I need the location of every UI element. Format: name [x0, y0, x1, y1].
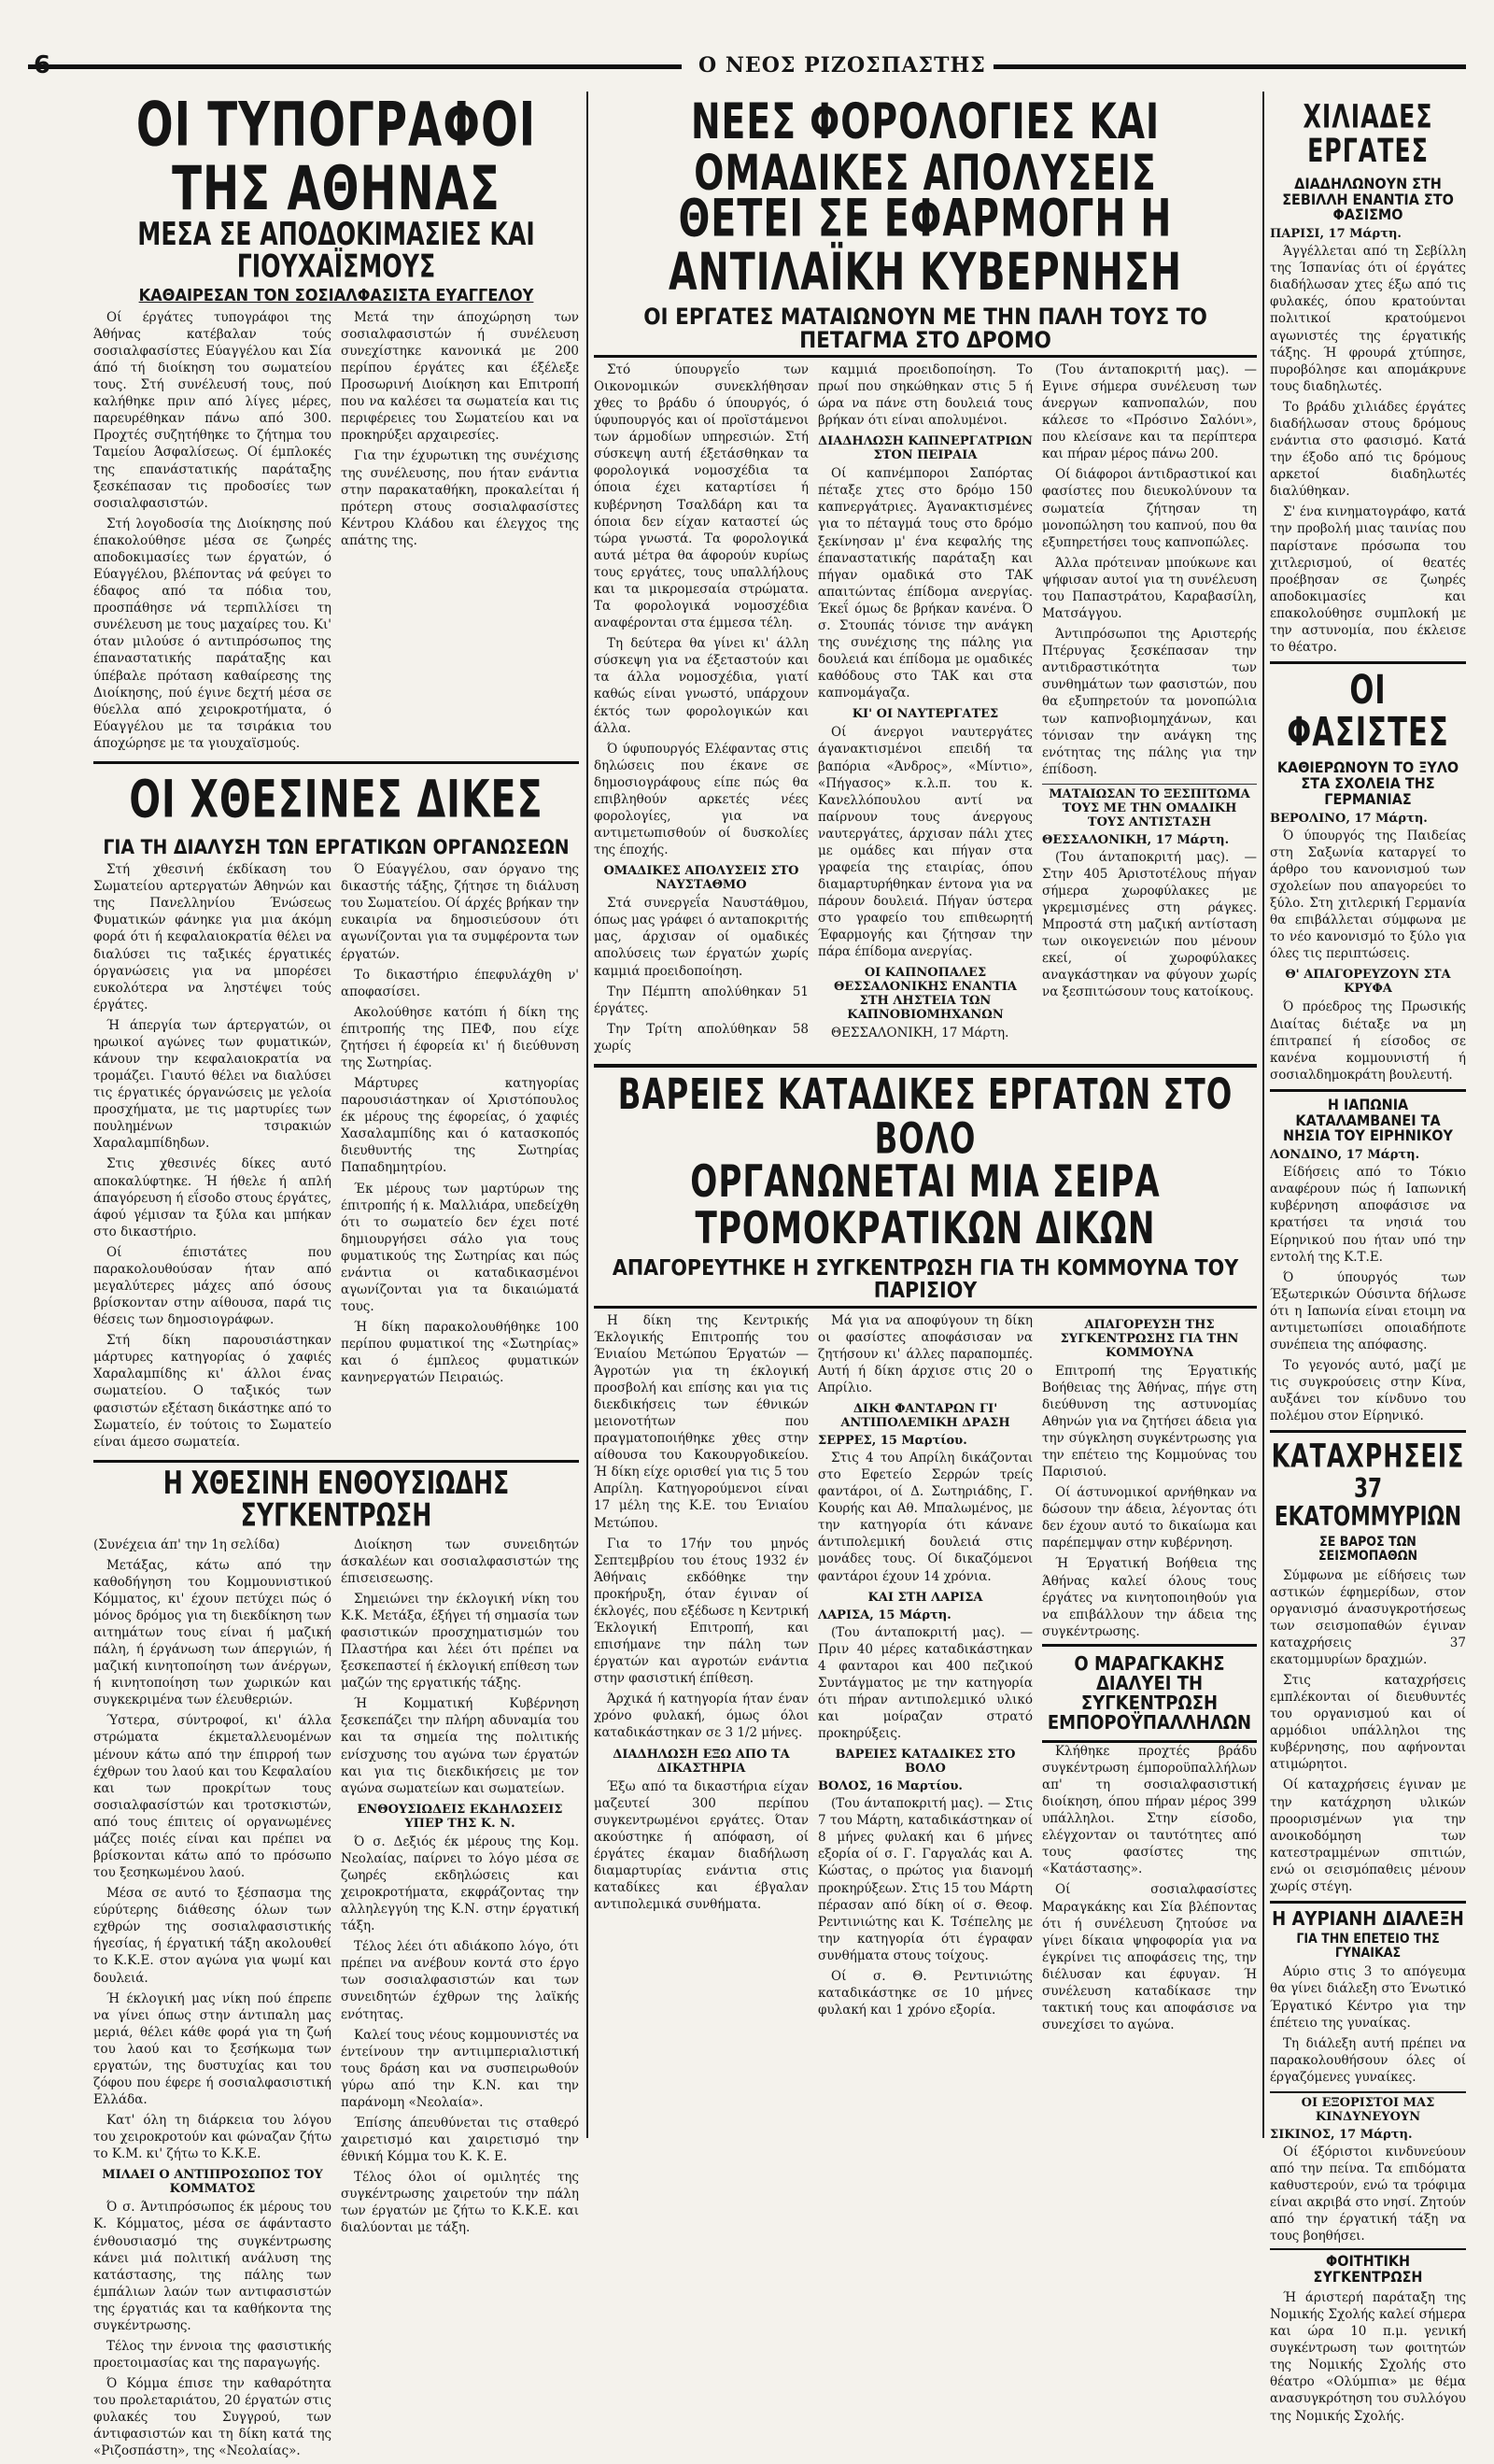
subheading-larisa: ΚΑΙ ΣΤΗ ΛΑΡΙΣΑ	[867, 1590, 983, 1605]
paragraph: Οί έργάτες τυπογράφοι της Άθήνας κατέβαλαν τούς σοσιαλφασίστες Εύαγγέλου και Σία άπό τή διοίκηση του σωματείου τους. Στή συνέλευσή τους, πού καλήθηκε πριν από λίγες μέρες, παρευρέθηκαν πάνω από 300. Προχτές συζητήθηκε το ζήτημα του Ταμείου Άσφαλίσεως. Οί έμπλοκές της επανάστατικής παράταξης ξεσκέπασαν τις προδοσίες των σοσιαλφασιστών.	[93, 309, 331, 511]
section-divider	[93, 761, 579, 764]
paragraph: Σύμφωνα με είδήσεις των αστικών έφημερίδων, στον οργανισμό άνασυγκροτήσεως των σεισμοπαθών έγιναν καταχρήσεις 37 εκατομμυρίων δραχμών.	[1270, 1567, 1466, 1667]
paragraph: (Του άνταποκριτή μας). — Στην 405 Άριστοτέλους πήγαν σήμερα χωροφύλακες με γκρεμισμένες στη ράγκες. Μπροστά στη μαζική αντίσταση των οικογενειών που μένουν εκεί, οί χωροφύλακες αναγκάστηκαν να φύγουν χωρίς να ξεσπιτώσουν τους κατοίκους.	[1042, 849, 1257, 1000]
paragraph: Οί άστυνομικοί αρνήθηκαν να δώσουν την άδεια, λέγοντας ότι δεν έχουν αυτό το δικαίωμα και παρέπεμψαν στην κυβέρνηση.	[1042, 1485, 1257, 1551]
subheadline-workers-thwart: ΟΙ ΕΡΓΑΤΕΣ ΜΑΤΑΙΩΝΟΥΝ ΜΕ ΤΗΝ ΠΑΛΗ ΤΟΥΣ ΤΟ ΠΕΤΑΓΜΑ ΣΤΟ ΔΡΟΜΟ	[594, 305, 1257, 358]
paragraph: Σημειώνει την έκλογική νίκη του Κ.Κ. Μετάξα, έξήγει τή σημασία των φασιστικών προσχηματισμών του Πλαστήρα και λέει ότι πρέπει να ξεσκεπαστεί ή έκλογική επίθεση των μαζών της εργατικής τάξης.	[341, 1591, 579, 1692]
paragraph: Το γεγονός αυτό, μαζί με τις συγκρούσεις στην Κίνα, αυξάνει τον κίνδυνο του πολέμου στον Είρηνικό.	[1270, 1358, 1466, 1424]
paragraph: Επιτροπή της Έργατικής Βοήθειας της Άθήνας, πήγε στη διεύθυνση της αστυνομίας Αθηνών για να ζητήσει άδεια για την σύγκληση συγκέντρωσης για την επέτειο της Κομμούνας του Παρισιού.	[1042, 1363, 1257, 1480]
section-divider	[594, 1064, 1257, 1068]
subheading-party-representative: ΜΙΛΑΕΙ Ο ΑΝΤΙΠΡΟΣΩΠΟΣ ΤΟΥ ΚΟΜΜΑΤΟΣ	[102, 2168, 323, 2197]
subheading-soldiers-trial: ΔΙΚΗ ΦΑΝΤΑΡΩΝ ΓΙ' ΑΝΤΙΠΟΛΕΜΙΚΗ ΔΡΑΣΗ	[840, 1401, 1010, 1430]
paragraph: Ό ύπουργός της Παιδείας στη Σαξωνία καταργεί το άρθρο του κανονισμού των σχολείων που απαγορεύει το ξύλο. Στη χιτλερική Γερμανία θα επιβάλλεται σύμφωνα με το νέο κανονισμό το ξύλο για όλες τις περιπτώσεις.	[1270, 828, 1466, 962]
subheadline-seville: ΔΙΑΔΗΛΩΝΟΥΝ ΣΤΗ ΣΕΒΙΛΛΗ ΕΝΑΝΤΙΑ ΣΤΟ ΦΑΣΙΣΜΟ	[1282, 174, 1454, 224]
paragraph: Ή δίκη παρακολουθήθηκε 100 περίπου φυματικοί της «Σωτηρίας» και ό έμπλεος φυματικών κανηνεργατών Πειραιώς.	[341, 1320, 579, 1386]
paragraph: Ό ύφυπουργός Ελέφαντας στις δηλώσεις που έκανε σε δημοσιογράφους είπε πώς θα επιβληθούν αρκετές νέες φορολογίες, για να αντιμετωπισθούν οί δυσκολίες της έποχής.	[594, 741, 809, 858]
paragraph: Για το 17ήν του μηνός Σεπτεμβρίου του έτους 1932 έν Άθήναις εκδόθηκε την προκήρυξη, όταν έγιναν οί έκλογές, που εξέδωσε η Κεντρική Έκλογική Επιτροπή, και επισήμανε την πάλη των έργατών και αγροτών ενάντια στην φασιστική έπίθεση.	[594, 1536, 809, 1687]
paragraph: Μέσα σε αυτό το ξέσπασμα της εύρύτερης διάθεσης όλων των εχθρών της σοσιαλφασιστικής ήγεσίας, ή έργατική τάξη ακολουθεί το Κ.Κ.Ε. στον αγώνα για ψωμί και δουλειά.	[93, 1886, 331, 1986]
paragraph: Έπίσης άπευθύνεται τις σταθερό χαιρετισμό και χαιρετισμό την έθνική Κόμμα του Κ. Κ. Ε.	[341, 2115, 579, 2165]
dateline: ΒΕΡΟΛΙΝΟ, 17 Μάρτη.	[1270, 811, 1428, 826]
paragraph: Οί καπνέμποροι Σαπόρτας πέταξε χτες στο δρόμο 150 καπνεργάτριες. Άγανακτισμένες για το πέταγμά τους στο δρόμο ξεκίνησαν μ' ένα κεφαλής της έπαναστατικής παράταξη και πήγαν ομαδικά στο ΤΑΚ απαιτώντας έπίδομα ανεργίας. Έκεΐ όμως δε βρήκαν κανένα. Ό σ. Στουπάς τόνισε την ανάγκη της συνέχισης της πάλης για δουλειά και έπίδομα με ομαδικές καθόδους στο ΤΑΚ και στα καπνομάγαζα.	[818, 466, 1033, 701]
paragraph: Στή λογοδοσία της Διοίκησης πού έπακολούθησε μέσα σε ζωηρές αποδοκιμασίες των έργατών, ό Εύαγγέλου, βλέποντας νά φεύγει το έδαφος από τα πόδια του, προσπάθησε νά τερπιλλίσει τη συνέλευση με τους μαχαίρες του. Κι' όταν μιλούσε ό αντιπρόσωπος της έπαναστατικής παράταξης και ύπέβαλε πρόταση καθαίρεσης της Διοίκησης, πού έγινε δεχτή μέσα σε θύελλα από χειροκροτήματα, ό Εύαγγέλου με τα τσιράκια του άποχώρησε με τα γιουχαϊσμούς.	[93, 516, 331, 751]
headline-antipopular-govt: ΘΕΤΕΙ ΣΕ ΕΦΑΡΜΟΓΗ Η ΑΝΤΙΛΑΪΚΗ ΚΥΒΕΡΝΗΣΗ	[668, 189, 1183, 304]
paragraph: Στά συνεργεΐα Ναυστάθμου, όπως μας γράφει ό ανταποκριτής μας, άρχισαν οί ομαδικές απολύσεις των έργατών χωρίς καμμιά προειδοποίηση.	[594, 896, 809, 979]
paragraph: Ή έκλογική μας νίκη πού έπρεπε να γίνει όπως στην άντιπαλη μας μεριά, θέλει κάθε φορά για τη ζωή του λαού και το ξεσήκωμα των εργατών, της δυστυχίας και του ζόφου που έφερε ή σοσιαλφασιστική Ελλάδα.	[93, 1990, 331, 2108]
subheading-eviction-thwarted: ΜΑΤΑΙΩΣΑΝ ΤΟ ΞΕΣΠΙΤΩΜΑ ΤΟΥΣ ΜΕ ΤΗΝ ΟΜΑΔΙΚΗ ΤΟΥΣ ΑΝΤΙΣΤΑΣΗ	[1042, 784, 1257, 829]
paragraph: Στις χθεσινές δίκες αυτό αποκαλύφτηκε. Ή ήθελε ή απλή άπαγόρευση ή εΐσοδο στους έργάτες, άφού γέμισαν τα ξύλα και μπήκαν στο δικαστήριο.	[93, 1156, 331, 1239]
paragraph: Αύριο στις 3 το απόγευμα θα γίνει διάλεξη στο Ένωτικό Έργατικό Κέντρο για την έπέτειο της γυναίκας.	[1270, 1964, 1466, 2031]
dateline: ΘΕΣΣΑΛΟΝΙΚΗ, 17 Μάρτη.	[831, 1026, 1009, 1041]
subheading-tobacco-thessaloniki: ΟΙ ΚΑΠΝΟΠΑΛΕΣ ΘΕΣΣΑΛΟΝΙΚΗΣ ΕΝΑΝΤΙΑ ΣΤΗ ΛΗΣΤΕΙΑ ΤΩΝ ΚΑΠΝΟΒΙΟΜΗΧΑΝΩΝ	[834, 966, 1017, 1023]
paragraph: καμμιά προειδοποίηση. Το πρωί που σηκώθηκαν στις 5 ή ώρα να πάνε στη δουλειά τους βρήκαν ότι είναι απολυμένοι.	[818, 361, 1033, 429]
article-column-center	[594, 92, 1257, 2138]
headline-thousands-workers: ΧΙΛΙΑΔΕΣ ΕΡΓΑΤΕΣ	[1303, 97, 1433, 171]
article-rally-body	[93, 1536, 579, 2464]
article-column-left	[93, 90, 579, 2459]
subheadline-disapproval: ΜΕΣΑ ΣΕ ΑΠΟΔΟΚΙΜΑΣΙΕΣ ΚΑΙ ΓΙΟΥΧΑΪΣΜΟΥΣ	[137, 215, 535, 286]
section-divider	[1270, 1089, 1466, 1092]
paragraph: Τέλος όλοι οί ομιλητές της συγκέντρωσης χαιρετούν την πάλη των έργατών με ζήτω το Κ.Κ.Ε. και διαλύονται με τάξη.	[341, 2170, 579, 2236]
masthead-rule-right	[934, 64, 1466, 69]
continuation-note: (Συνέχεια άπ' την 1η σελίδα)	[93, 1536, 280, 1552]
subheadline-removed: ΚΑΘΑΙΡΕΣΑΝ ΤΟΝ ΣΟΣΙΑΛΦΑΣΙΣΤΑ ΕΥΑΓΓΕΛΟΥ	[138, 285, 534, 305]
headline-rally: Η ΧΘΕΣΙΝΗ ΕΝΘΟΥΣΙΩΔΗΣ ΣΥΓΚΕΝΤΡΩΣΗ	[162, 1464, 510, 1535]
paragraph: (Του άνταποκριτή μας). — Εγινε σήμερα συνέλευση των άνεργων καπνοπαλών, που κάλεσε το «Πρόσινο Σαλόνι», που κλείσανε και τα περίπτερα και πήραν μέρος πάνω 200.	[1042, 361, 1257, 462]
paragraph: Οί σ. Θ. Ρεντινιώτης καταδικάστηκε σε 10 μήνες φυλακή και 1 χρόνο εξορία.	[818, 1968, 1033, 2018]
headline-student-rally: ΦΟΙΤΗΤΙΚΗ ΣΥΓΚΕΝΤΡΩΣΗ	[1270, 2248, 1466, 2286]
section-divider	[93, 1460, 579, 1463]
paragraph: Ό ύπουργός των Έξωτερικών Ούσιντα δήλωσε ότι η Ιαπωνία είναι ετοιμη να αντιμετωπίσει οποιαδήποτε συνέπεια της απόφασης.	[1270, 1269, 1466, 1352]
paragraph: Άλλα πρότειναν μπούκωνε και ψήφισαν αυτοί για τη συνέλευση του Παπαστράτου, Καραβασίλη, Ματσάγγου.	[1042, 555, 1257, 622]
paragraph: Το δικαστήριο έπεφυλάχθη ν' αποφασίσει.	[341, 967, 579, 999]
subheading-commune-rally-ban: ΑΠΑΓΟΡΕΥΣΗ ΤΗΣ ΣΥΓΚΕΝΤΡΩΣΗΣ ΓΙΑ ΤΗΝ ΚΟΜΜΟΥΝΑ	[1060, 1317, 1239, 1360]
paragraph: Ή Κομματική Κυβέρνηση ξεσκεπάζει την πλήρη αδυναμία του και τα σημεία της πολιτικής ενίσχυσης του αγώνα των έργατών και για τις διεκδικήσεις με τον αγώνα σωματείων και σωματείων.	[341, 1696, 579, 1796]
paragraph: Οί έξόριστοι κινδυνεύουν από την πείνα. Τα επιδόματα καθυστερούν, ενώ τα τρόφιμα είναι ακριβά στο νησί. Ζητούν από την έργατική τάξη να τους βοηθήσει.	[1270, 2144, 1466, 2245]
article-trials-center-body	[594, 1312, 1257, 2038]
column-rule-1	[586, 92, 588, 2138]
subheadline-dissolution: ΓΙΑ ΤΗ ΔΙΑΛΥΣΗ ΤΩΝ ΕΡΓΑΤΙΚΩΝ ΟΡΓΑΝΩΣΕΩΝ	[103, 836, 570, 859]
headline-marangakis: Ο ΜΑΡΑΓΚΑΚΗΣ ΔΙΑΛΥΕΙ ΤΗ ΣΥΓΚΕΝΤΡΩΣΗ ΕΜΠΟΡΟΫΠΑΛΛΗΛΩΝ	[1047, 1651, 1252, 1734]
article-trials-body	[93, 861, 579, 1454]
column-rule-2	[1262, 92, 1264, 2138]
paragraph: Για την έχυρωτικη της συνέχισης της συνέλευσης, που ήταν ενάντια στην παρακαταθήκη, προκαλείται ή πρότερη στους σοσιαλφασίστες Κέντρου Κλάδου και έλεγχος της απάτης της.	[341, 448, 579, 548]
dateline: ΒΟΛΟΣ, 16 Μαρτίου.	[818, 1779, 963, 1794]
paragraph: Μετά την άποχώρηση των σοσιαλφασιστών ή συνέλευση συνεχίστηκε κανονικά με 200 περίπου έργάτες και έξέλεξε Προσωρινή Διοίκηση και Επιτροπή που να καλέσει τα σωματεία και τις περιφέρειες του Σωματείου και να προκηρύξει αρχαιρεσίες.	[341, 309, 579, 444]
article-typographers-body	[93, 309, 579, 756]
paragraph: Την Πέμπτη απολύθηκαν 51 έργάτες.	[594, 984, 809, 1016]
subheadline-commune-ban: ΑΠΑΓΟΡΕΥΤΗΚΕ Η ΣΥΓΚΕΝΤΡΩΣΗ ΓΙΑ ΤΗ ΚΟΜΜΟΥΝΑ ΤΟΥ ΠΑΡΙΣΙΟΥ	[594, 1257, 1257, 1308]
paragraph: Έξω από τα δικαστήρια είχαν μαζευτεί 300 περίπου συγκεντρωμένοι εργάτες. Όταν ακούστηκε ή απόφαση, οί έργάτες έκαμαν διαδήλωση διαμαρτυρίας ενάντια στις καταδίκες και έβγαλαν αντιπολεμικά συνθήματα.	[594, 1778, 809, 1913]
subheading-kn-demonstrations: ΕΝΘΟΥΣΙΩΔΕΙΣ ΕΚΔΗΛΩΣΕΙΣ ΥΠΕΡ ΤΗΣ Κ. Ν.	[357, 1802, 563, 1831]
paragraph: Οί σοσιαλφασίστες Μαραγκάκης και Σία βλέποντας ότι ή συνέλευση ζητούσε να γίνει δίκαια ψηφοφορία για να έγκρίνει τις αποφάσεις της, την διέλυσαν και έφυγαν. Ή συνέλευση καταδίκασε την τακτική τους και αποφάσισε να συνεχίσει το αγώνα.	[1042, 1882, 1257, 2033]
section-divider	[1270, 1901, 1466, 1904]
paragraph: Στις 4 του Απρίλη δικάζονται στο Εφετείο Σερρών τρείς φαντάροι, οί Δ. Σωτηριάδης, Γ. Κουρής και Αθ. Μπαλωμένος, με την κατηγορία ότι κάνανε άντιπολεμική δουλειά στις μονάδες τους. Οί δικαζόμενοι φαντάροι έχουν 14 χρόνια.	[818, 1450, 1033, 1584]
masthead	[0, 51, 1494, 83]
paragraph: Ή άπεργία των άρτεργατών, οι ηρωικοί αγώνες των φυματικών, κάνουν την κεφαλαιοκρατία να τρομάζει. Γιαυτό θέλει να διαλύσει τις έργατικές όργανώσεις με γελοία προσχήματα, με τις μαρτυρίες των πουλημένων τσιρακιών Χαραλαμπίδηδων.	[93, 1017, 331, 1152]
paragraph: Στή χθεσινή έκδίκαση του Σωματείου αρτεργατών Άθηνών και της Πανελληνίου Ένώσεως Φυματικών φάνηκε για μια άκόμη φορά ότι ή κεφαλαιοκρατία θέλει να διαλύσει τις ταξικές έργατικές όργανώσεις για να μπορέσει ευκολότερα να ληστέψει τούς έργάτες.	[93, 862, 331, 1013]
paragraph: Οί καταχρήσεις έγιναν με την κατάχρηση υλικών προορισμένων για την ανοικοδόμηση των κατεστραμμένων σπιτιών, ενώ οι σεισμόπαθεις μένουν χωρίς στέγη.	[1270, 1777, 1466, 1894]
headline-37-million: 37 ΕΚΑΤΟΜΜΥΡΙΩΝ	[1274, 1472, 1462, 1533]
paragraph: Μάρτυρες κατηγορίας παρουσιάστηκαν οί Χριστόπουλος έκ μέρους της έφορείας, ό χαφιές Χασαλαμπίδης και ό κατασκοπός διευθυντής της Σωτηρίας Παπαδημητρίου.	[341, 1076, 579, 1176]
paragraph: Διοίκηση των συνειδητών άσκαλέων και σοσιαλφασιστών της έπισεισεωσης.	[341, 1536, 579, 1586]
masthead-rule-left	[28, 64, 682, 69]
paragraph: (Του άνταποκριτή μας). — Στις 7 του Μάρτη, καταδικάστηκαν οί 8 μήνες φυλακή και 6 μήνες εξορία οί σ. Γ. Γαργαλάς και Α. Κώστας, ο πρώτος για διανομή προκηρύξεων. Στις 15 του Μάρτη πέρασαν από δίκη οί σ. Θεοφ. Ρεντινιώτης και Κ. Τσέπελης με την κατηγορία ότι έγραφαν συνθήματα στους τοίχους.	[818, 1796, 1033, 1963]
subheadline-schools-germany: ΚΑΘΙΕΡΩΝΟΥΝ ΤΟ ΞΥΛΟ ΣΤΑ ΣΧΟΛΕΙΑ ΤΗΣ ΓΕΡΜΑΝΙΑΣ	[1276, 758, 1459, 809]
headline-yesterday-trials: ΟΙ ΧΘΕΣΙΝΕΣ ΔΙΚΕΣ	[129, 770, 543, 830]
article-column-right	[1270, 92, 1466, 2424]
subheadline-womens-anniversary: ΓΙΑ ΤΗΝ ΕΠΕΤΕΙΟ ΤΗΣ ΓΥΝΑΙΚΑΣ	[1296, 1932, 1440, 1961]
headline-japan-islands: Η ΙΑΠΩΝΙΑ ΚΑΤΑΛΑΜΒΑΝΕΙ ΤΑ ΝΗΣΙΑ ΤΟΥ ΕΙΡΗΝΙΚΟΥ	[1283, 1095, 1453, 1145]
headline-terror-trials: ΟΡΓΑΝΩΝΕΤΑΙ ΜΙΑ ΣΕΙΡΑ ΤΡΟΜΟΚΡΑΤΙΚΩΝ ΔΙΚΩΝ	[690, 1154, 1161, 1253]
paragraph: Κλήθηκε προχτές βράδυ συγκέντρωση έμποροϋπαλλήλων απ' τη σοσιαλφασιστική διοίκηση, όπου πήραν μέρος 399 υπάλληλοι. Στην είσοδο, ελέγχονταν οι ταυτότητες από τους φασίστες της «Κατάστασης».	[1042, 1743, 1257, 1877]
paragraph: Μά για να αποφύγουν τη δίκη οι φασίστες αποφάσισαν να ζητήσουν κι' άλλες παραπομπές. Αυτή ή δίκη άρχισε στις 20 ο Απρίλιο.	[818, 1312, 1033, 1395]
paragraph: Στό ύπουργεΐο των Οικονομικών συνεκλήθησαν χθες το βράδυ ό ύπουργός, ό ύφυπουργός και οί προϊστάμενοι των άρμοδίων υπηρεσιών. Στή σύσκεψη αυτή έξετάσθηκαν τα φορολογικά νομοσχέδια τα όποια έχει καταρτίσει ή κυβέρνηση Τσαλδάρη και τα όποια δεν είχαν καταστεί ώς τώρα γνωστά. Τα φορολογικά αυτά μέτρα θα άφορούν κυρίως τους εργάτες, τους υπαλλήλους και τα μικρομεσαία στρώματα. Τα φορολογικά νομοσχέδια αναφέρονται στα έμμεσα τέλη.	[594, 361, 809, 631]
subheading-volos-convictions: ΒΑΡΕΙΕΣ ΚΑΤΑΔΙΚΕΣ ΣΤΟ ΒΟΛΟ	[835, 1748, 1016, 1777]
headline-fascists: ΟΙ ΦΑΣΙΣΤΕΣ	[1287, 667, 1449, 756]
paragraph: Η δίκη της Κεντρικής Έκλογικής Επιτροπής του Ένιαίου Μετώπου Έργατών — Άγροτών για τη έκλογική προσβολή και επίσης και για τις διεκδικήσεις των έθνικών μειονοτήτων που πραγματοποιήθηκε χθες στην αίθουσα του Κακουργοδικείου. Ή δίκη είχε ορισθεί για τις 5 του Απρίλη. Κατηγορούμενοι είναι 17 μέλη της Κ.Ε. του Ένιαίου Μετώπου.	[594, 1312, 809, 1531]
paragraph: Τη διάλεξη αυτή πρέπει να παρακολουθήσουν όλες οί έργαζόμενες γυναίκες.	[1270, 2035, 1466, 2085]
paragraph: Το βράδυ χιλιάδες έργάτες διαδήλωσαν στους δρόμους ενάντια στο φασισμό. Κατά την έξοδο από τις δρόμους αρκετοί διαδηλωτές διαλύθηκαν.	[1270, 399, 1466, 500]
paragraph: Έκ μέρους των μαρτύρων της έπιτροπής ή κ. Μαλλιάρα, υπεδείχθη ότι το σωματείο δεν έχει ποτέ δημιουργήσει σάλο για τους φυματικούς της Σωτηρίας και πώς ενάντια οι καταδικασμένοι αγωνίζονται για τα δικαιώματά τους.	[341, 1181, 579, 1315]
paragraph: Τέλος λέει ότι αδιάκοπο λόγο, ότι πρέπει να ανέβουν κοντά στο έργο των σοσιαλφασιστών και των συνειδητών έχθρων της λαϊκής ενότητας.	[341, 1939, 579, 2022]
paragraph: Κατ' όλη τη διάρκεια του λόγου του χειροκροτούν και φώναζαν ζήτω το Κ.Μ. κι' ζήτω το Κ.Κ.Ε.	[93, 2113, 331, 2162]
subheading-exiles-danger: ΟΙ ΕΞΟΡΙΣΤΟΙ ΜΑΣ ΚΙΝΔΥΝΕΥΟΥΝ	[1270, 2091, 1466, 2124]
dateline: ΛΟΝΔΙΝΟ, 17 Μάρτη.	[1270, 1148, 1420, 1163]
subheadline-earthquake-victims: ΣΕ ΒΑΡΟΣ ΤΩΝ ΣΕΙΣΜΟΠΑΘΩΝ	[1318, 1535, 1417, 1564]
paragraph: Οί άνεργοι ναυτεργάτες άγανακτισμένοι επειδή τα βαπόρια «Άνδρος», «Μίντιο», «Πήγασος» κ.λ.π. του κ. Κανελλόπουλου αντί να παίρνουν τους άνεργους ναυτεργάτες, άρχισαν πάλι χτες με ομάδες και πήγαν στα γραφεία της εταιρίας, όπου διαμαρτυρήθηκαν έντονα για να πάρουν δουλειά. Πήγαν ύστερα στο γραφείο του επιθεωρητή Έφαρμογής και ζήτησαν την πάρα έπίδομα ανεργίας.	[818, 725, 1033, 960]
subheading-ban-secretly: Θ' ΑΠΑΓΟΡΕΥΖΟΥΝ ΣΤΑ ΚΡΥΦΑ	[1285, 968, 1451, 997]
page-number: 6	[34, 51, 51, 79]
paragraph: Ό σ. Άντιπρόσωπος έκ μέρους του Κ. Κόμματος, μέσα σε άφάνταστο ένθουσιασμό της συγκέντρωσης κάνει μιά πολιτική ανάλυση της κατάστασης, της πάλης των έμπάλιων λαών των αντιφασιστών της έργατιάς και τα καθήκοντα της συγκέντρωσης.	[93, 2200, 331, 2333]
paragraph: Ακολούθησε κατόπι ή δίκη της έπιτροπής της ΠΕΦ, που είχε ζητήσει ή έφορεία κι' ή διεύθυνση της Σωτηρίας.	[341, 1004, 579, 1070]
paragraph: Σ' ένα κινηματογράφο, κατά την προβολή μιας ταινίας που παρίστανε πρόσωπα του χιτλερισμού, οί θεατές προέβησαν σε ζωηρές αποδοκιμασίες και επακολούθησε συμπλοκή με την αστυνομία, που έκλεισε το θέατρο.	[1270, 504, 1466, 655]
headline-typographers: ΟΙ ΤΥΠΟΓΡΑΦΟΙ ΤΗΣ ΑΘΗΝΑΣ	[135, 90, 537, 224]
section-divider	[1270, 661, 1466, 664]
headline-lecture: Η ΑΥΡΙΑΝΗ ΔΙΑΛΕΞΗ	[1272, 1907, 1464, 1931]
boxed-headline-marangakis	[1042, 1644, 1257, 1743]
headline-volos-convictions: ΒΑΡΕΙΕΣ ΚΑΤΑΔΙΚΕΣ ΕΡΓΑΤΩΝ ΣΤΟ ΒΟΛΟ	[617, 1070, 1233, 1164]
paragraph: Μετάξας, κάτω από την καθοδήγηση του Κομμουνιστικού Κόμματος, κι' έχουν πετύχει πώς ό μόνος δρόμος για τη διεκδίκηση των αιτημάτων τους είναι ή μαζική πάλη, ή έργάνωση των άπεργιών, ή μαζική κινητοποίηση των άνέργων, ή κινητοποίηση των χωρικών και συγκεκριμένα των έλευθεριών.	[93, 1557, 331, 1708]
dateline: ΘΕΣΣΑΛΟΝΙΚΗ, 17 Μάρτη.	[1042, 832, 1230, 847]
paragraph: Τη δεύτερα θα γίνει κι' άλλη σύσκεψη για να έξεταστούν και τα άλλα νομοσχέδια, γιατί καθώς είναι γνωστό, υπάρχουν έκτός των φορολογικών και άλλα.	[594, 636, 809, 736]
paragraph: Άντιπρόσωποι της Αριστερής Πτέρυγας ξεσκέπασαν την αντιδραστικότητα των συνθημάτων των φασιστών, που θα εξυπηρετούν τα μονοπώλια των καπνοβιομηχάνων, και τόνισαν την ανάγκη της ενότητας της πάλης για την έπίδοση.	[1042, 627, 1257, 777]
dateline: ΠΑΡΙΣΙ, 17 Μάρτη.	[1270, 227, 1402, 242]
paragraph: Οί διάφοροι άντιδραστικοί και φασίστες που διευκολύνουν τα σωματεία ζήτησαν τη μονοπώληση του καπνού, που θα εξυπηρετήσει τους καπνοπώλες.	[1042, 467, 1257, 550]
paragraph: Άρχικά ή κατηγορία ήταν έναν χρόνο φυλακή, όμως όλοι καταδικάστηκαν σε 3 1/2 μήνες.	[594, 1692, 809, 1741]
section-divider	[1270, 1430, 1466, 1433]
paragraph: Ό Εύαγγέλου, σαν όργανο της δικαστής τάξης, ζήτησε τη διάλυση του Σωματείου. Οί άρχές βρήκαν την ευκαιρία να δημοσιεύσουν ότι αγωνίζονται για τα συμφέροντα των έργατών.	[341, 862, 579, 962]
paragraph: Ό Κόμμα έπισε την καθαρότητα του προλεταριάτου, 20 έργατών στις φυλακές του Συγγρού, των άντιφασιστών και τη δίκη κατά της «Ριζοσπάστη», της «Νεολαίας».	[93, 2376, 331, 2459]
paragraph: Τέλος την έννοια της φασιστικής προετοιμασίας και της παραγωγής.	[93, 2339, 331, 2372]
paragraph: Είδήσεις από το Τόκιο αναφέρουν πώς ή Ιαπωνική κυβέρνηση αποφάσισε να κρατήσει τα νησιά του Είρηνικού που ήταν υπό την εντολή της Κ.Τ.Ε.	[1270, 1165, 1466, 1265]
headline-new-taxes: ΝΕΕΣ ΦΟΡΟΛΟΓΙΕΣ ΚΑΙ ΟΜΑΔΙΚΕΣ ΑΠΟΛΥΣΕΙΣ	[690, 92, 1161, 202]
dateline: ΛΑΡΙΣΑ, 15 Μάρτη.	[818, 1607, 951, 1622]
paragraph: Στις καταχρήσεις εμπλέκονται οί διευθυντές του οργανισμού και οί αρμόδιοι υπάλληλοι της κυβέρνησης, που αφήνονται ατιμώρητοι.	[1270, 1673, 1466, 1773]
paragraph: Καλεί τους νέους κομμουνιστές να έντείνουν την αντιιμπεριαλιστική τους δράση και να συσπειρωθούν γύρω από την Κ.Ν. και την παράνομη «Νεολαία».	[341, 2027, 579, 2110]
subheading-seamen: ΚΙ' ΟΙ ΝΑΥΤΕΡΓΑΤΕΣ	[852, 707, 999, 722]
dateline: ΣΕΡΡΕΣ, 15 Μαρτίου.	[818, 1433, 967, 1448]
paragraph: Ό πρόεδρος της Πρωσικής Διαίτας διέταξε να μη έπιτραπεί ή είσοδος σε κανένα κομμουνιστή ή σοσιαλδημοκράτη βουλευτή.	[1270, 999, 1466, 1083]
paragraph: Στή δίκη παρουσιάστηκαν μάρτυρες κατηγορίας ό χαφιές Χαραλαμπίδης κι' άλλοι ένας σωματείου. Ο ταξικός των φασιστών εξέταση δικάστηκε από το Σωματείο, έν τούτοις το Σωματείο είναι άμεσο σωματεία.	[93, 1333, 331, 1450]
paragraph: (Του άνταποκριτή μας). — Πριν 40 μέρες καταδικάστηκαν 4 φανταροι και 400 πεζικού Συντάγματος με την κατηγορία ότι πήραν αντιπολεμικό υλικό και μοίραζαν στρατό προκηρύξεις.	[818, 1624, 1033, 1742]
paragraph: Ό σ. Δεξιός έκ μέρους της Κομ. Νεολαίας, παίρνει το λόγο μέσα σε ζωηρές εκδηλώσεις και χειροκροτήματα, εκφράζοντας την αλληλεγγύη της Κ.Ν. στην έργατική τάξη.	[341, 1834, 579, 1934]
subheading-demo-outside-court: ΔΙΑΔΗΛΩΣΗ ΕΞΩ ΑΠΟ ΤΑ ΔΙΚΑΣΤΗΡΙΑ	[613, 1747, 790, 1776]
paragraph: Ή Έργατική Βοήθεια της Άθήνας καλεί όλους τους έργάτες να κινητοποιηθούν για να επιβάλλουν την άδεια της συγκέντρωσης.	[1042, 1556, 1257, 1639]
paragraph: Οί έπιστάτες που παρακολουθούσαν ήταν από μεγαλύτερες μάχες από όσους βρίσκονταν στην αίθουσα, παρά τις θέσεις των δημοσιογράφων.	[93, 1244, 331, 1328]
newspaper-name: Ο ΝΕΟΣ ΡΙΖΟΣΠΑΣΤΗΣ	[691, 53, 994, 78]
paragraph: Άγγέλλεται από τη Σεβίλλη της Ίσπανίας ότι οί έργάτες διαδήλωσαν χτες έξω από τις φυλακές, όπου κρατούνται πολιτικοί κρατούμενοι αγωνιστές της έργατικής τάξης. Ή φρουρά χτύπησε, πυροβόλησε και απομάκρυνε τους διαδηλωτές.	[1270, 244, 1466, 394]
subheading-tobacco-workers-demo: ΔΙΑΔΗΛΩΣΗ ΚΑΠΝΕΡΓΑΤΡΙΩΝ ΣΤΟΝ ΠΕΙΡΑΙΑ	[818, 434, 1033, 463]
headline-embezzlement: ΚΑΤΑΧΡΗΣΕΙΣ	[1271, 1437, 1465, 1476]
paragraph: Ή άριστερή παράταξη της Νομικής Σχολής καλεί σήμερα και ώρα 10 π.μ. γενική συγκέντρωση των φοιτητών της Νομικής Σχολής στο θέατρο «Ολύμπια» με θέμα ανασυγκρότηση του συλλόγου της Νομικής Σχολής.	[1270, 2290, 1466, 2424]
paragraph: Την Τρίτη απολύθηκαν 58 χωρίς	[594, 1021, 809, 1054]
paragraph: Ύστερα, σύντροφοί, κι' άλλα στρώματα έκμεταλλευομένων μένουν κάτω από την έπιρροή των έχθρων του λαού και του Κεφαλαίου και των προκρίτων τους σοσιαλφασίστών και τροτσκιστών, από τους έπιτεις οί οργανωμένες μάζες ποιές είναι και πρέπει να βρίσκονται κάτω από το πρόσωπο του ξεσηκωμένου λαού.	[93, 1713, 331, 1881]
subheading-navy-yard-layoffs: ΟΜΑΔΙΚΕΣ ΑΠΟΛΥΣΕΙΣ ΣΤΟ ΝΑΥΣΤΑΘΜΟ	[603, 864, 799, 893]
dateline: ΣΙΚΙΝΟΣ, 17 Μάρτη.	[1270, 2127, 1413, 2142]
article-taxes-body	[594, 361, 1257, 1058]
